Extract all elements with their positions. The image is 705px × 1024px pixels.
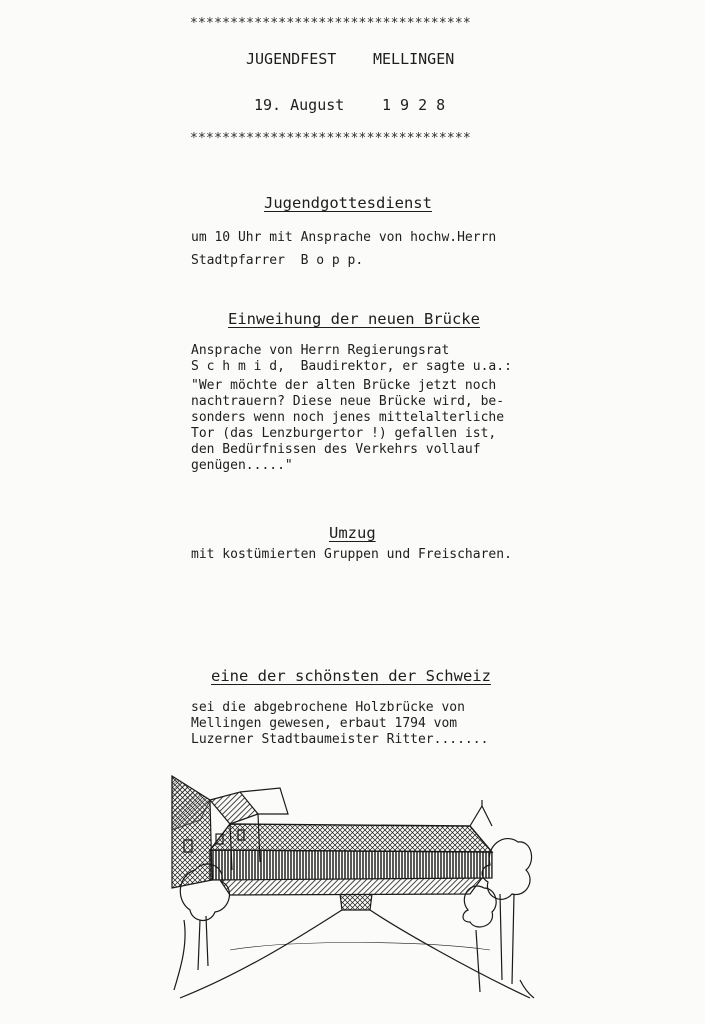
heading-schoensten: eine der schönsten der Schweiz [211, 667, 491, 685]
stars-top: *********************************** [190, 16, 471, 31]
text-line: sonders wenn noch jenes mittelalterliche [191, 410, 505, 425]
text-line: Ansprache von Herrn Regierungsrat [191, 343, 450, 358]
text-line: Stadtpfarrer B o p p. [191, 253, 364, 268]
date-year: 1 9 2 8 [382, 96, 446, 114]
heading-jugendgottesdienst: Jugendgottesdienst [264, 194, 432, 212]
text-line: "Wer möchte der alten Brücke jetzt noch [191, 378, 497, 393]
title-jugendfest: JUGENDFEST [246, 50, 337, 68]
text-line: Tor (das Lenzburgertor !) gefallen ist, [191, 426, 497, 441]
text-line: S c h m i d, Baudirektor, er sagte u.a.: [191, 359, 512, 374]
text-line: um 10 Uhr mit Ansprache von hochw.Herrn [191, 230, 497, 245]
date-day: 19. August [254, 96, 345, 114]
text-line: Mellingen gewesen, erbaut 1794 vom [191, 716, 458, 731]
title-mellingen: MELLINGEN [373, 50, 455, 68]
heading-umzug: Umzug [329, 524, 376, 542]
text-line: den Bedürfnissen des Verkehrs vollauf [191, 442, 481, 457]
heading-einweihung: Einweihung der neuen Brücke [228, 310, 480, 328]
text-line: sei die abgebrochene Holzbrücke von [191, 700, 465, 715]
text-line: genügen....." [191, 458, 293, 473]
text-line: mit kostümierten Gruppen und Freischaren. [191, 547, 512, 562]
covered-bridge-drawing-icon [170, 770, 536, 1000]
text-line: Luzerner Stadtbaumeister Ritter....... [191, 732, 489, 747]
stars-bottom: *********************************** [190, 131, 471, 146]
text-line: nachtrauern? Diese neue Brücke wird, be- [191, 394, 505, 409]
